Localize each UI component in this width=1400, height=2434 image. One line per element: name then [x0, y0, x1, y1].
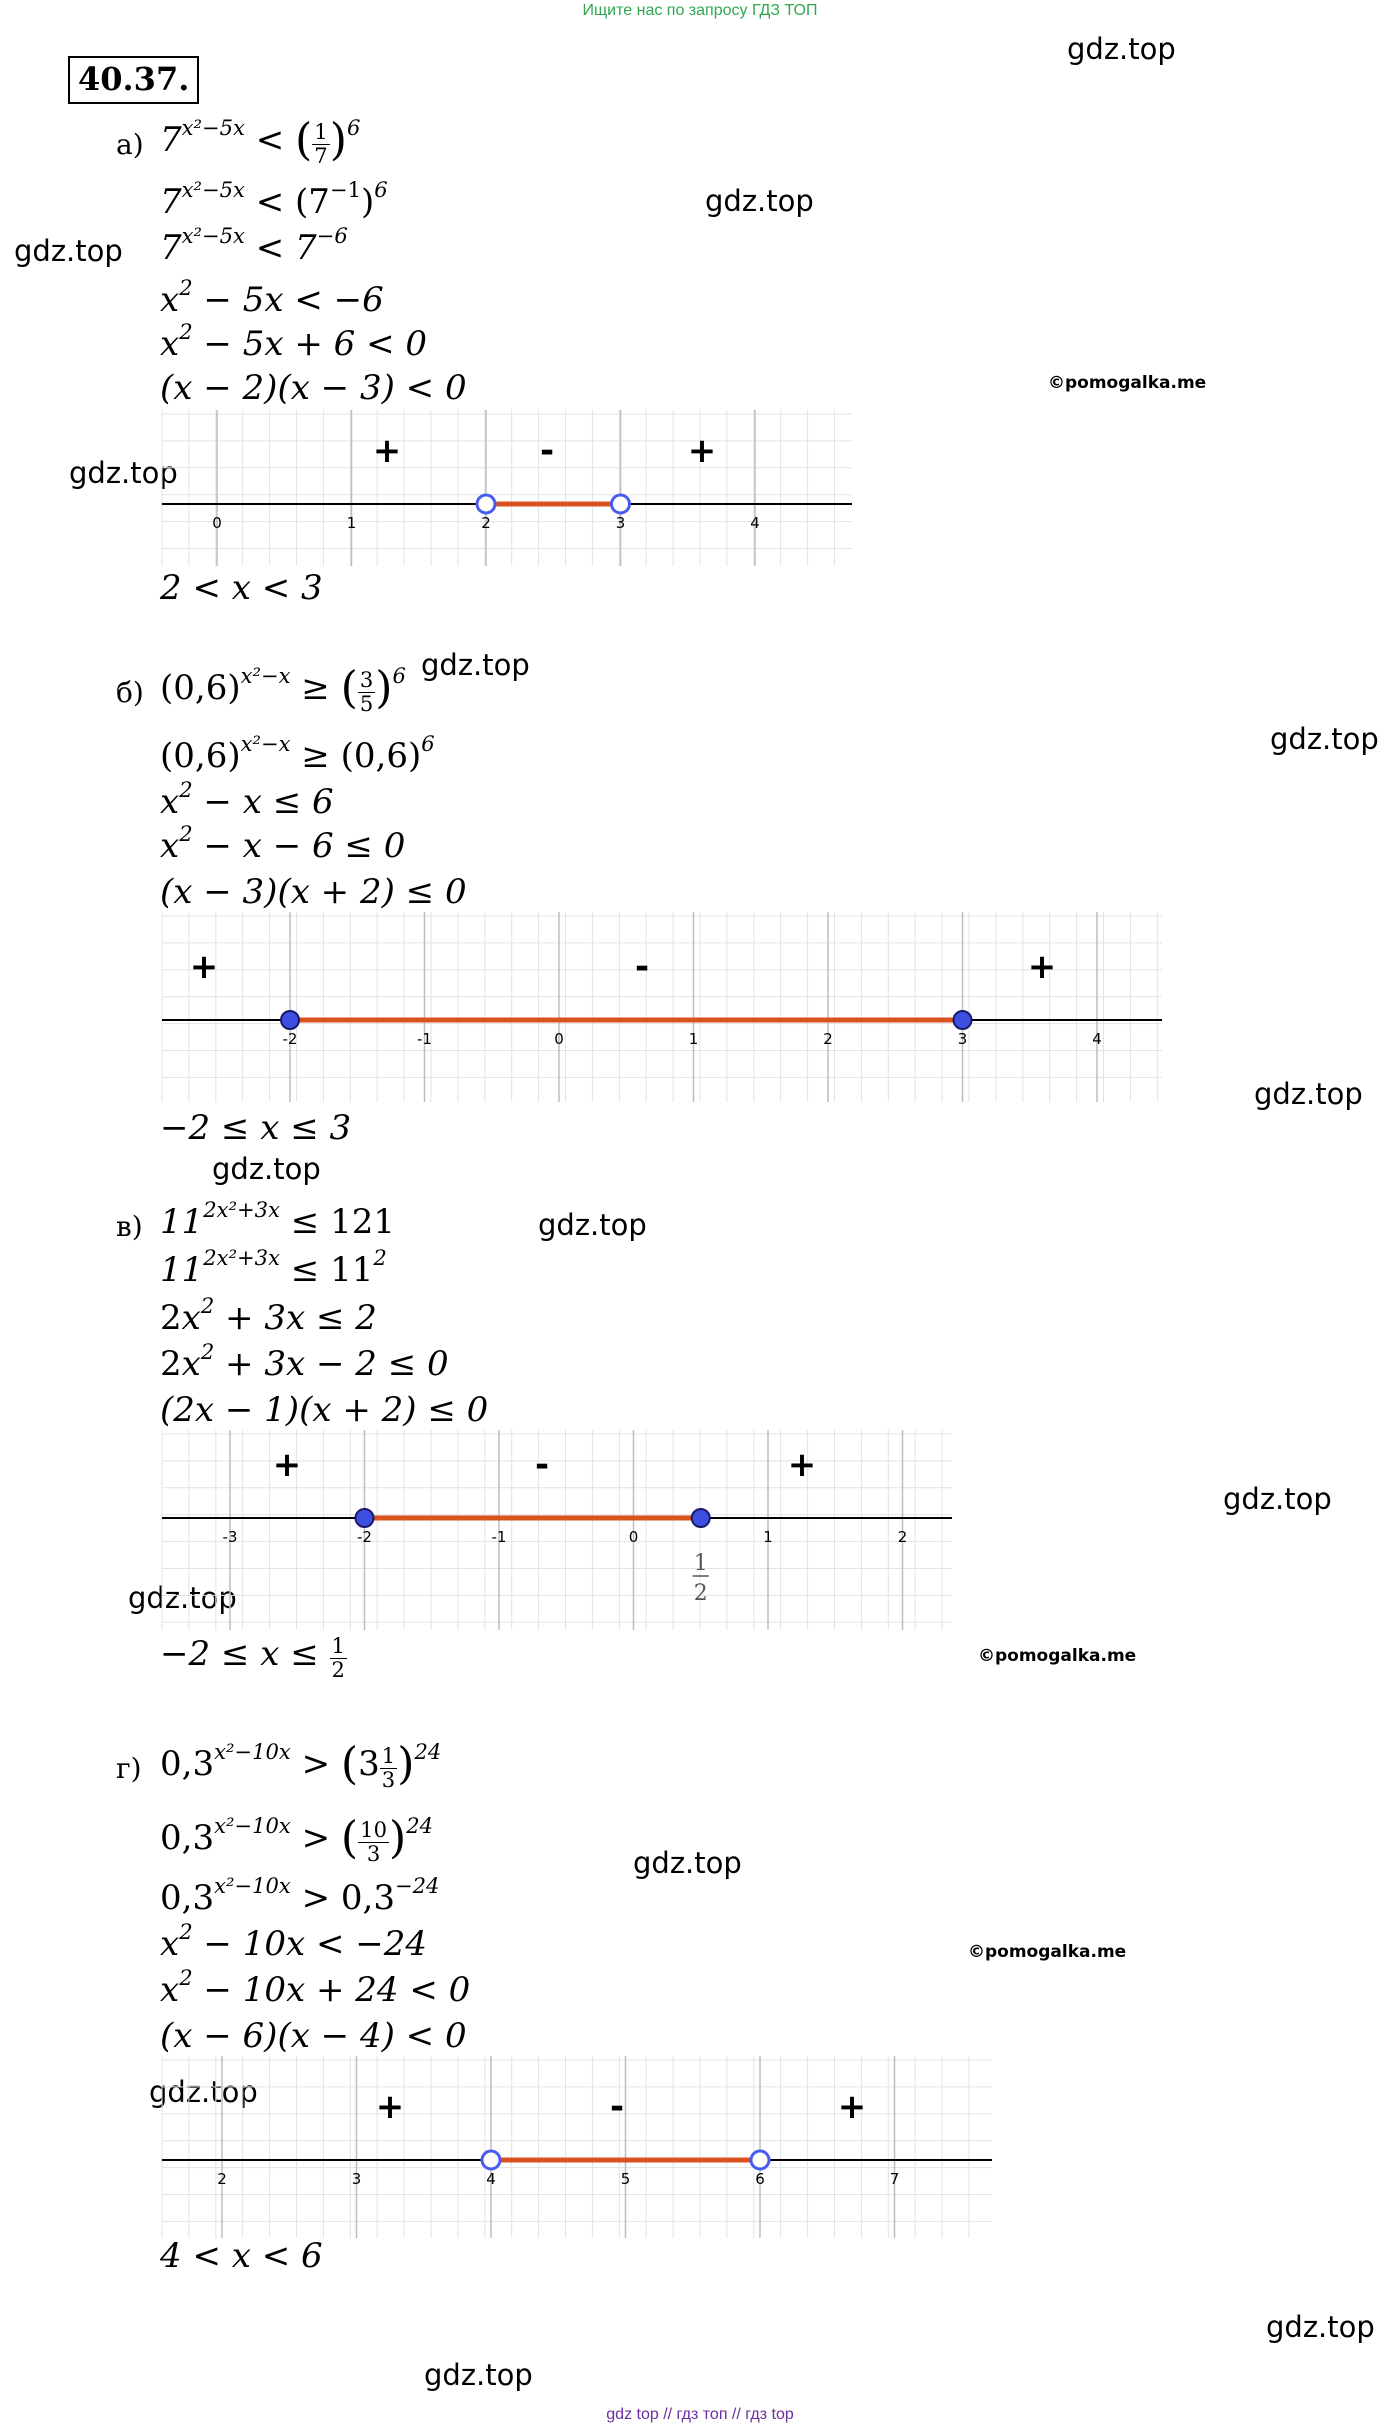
tick-label: 6: [755, 2170, 765, 2188]
part-label: а): [116, 128, 144, 161]
solution-step: $2x^2 + 3x \le 2$: [160, 1293, 377, 1338]
interval-sign: +: [1027, 947, 1057, 987]
solution-step: (x − 3)(x + 2) ≤ 0: [160, 872, 467, 912]
grid: [162, 410, 852, 566]
interval-endpoint: [751, 2151, 769, 2169]
watermark: gdz.top: [149, 2075, 258, 2109]
solution-step: (x − 6)(x − 4) < 0: [160, 2016, 467, 2056]
interval-sign: +: [375, 2087, 405, 2127]
watermark: gdz.top: [212, 1152, 321, 1186]
solution-step: (2x − 1)(x + 2) ≤ 0: [160, 1390, 489, 1430]
answer: −2 ≤ x ≤ $\frac{1}{2}$: [160, 1633, 345, 1682]
tick-label: 0: [554, 1030, 564, 1048]
part-label: г): [116, 1752, 142, 1785]
tick-label: 0: [628, 1528, 639, 1546]
number-line: [162, 912, 1162, 1102]
interval-endpoint: [477, 495, 495, 513]
number-line: [162, 2056, 992, 2238]
copyright-watermark: ©pomogalka.me: [978, 1646, 1137, 1666]
interval-sign: -: [609, 2087, 625, 2127]
problem-number: 40.37.: [68, 56, 199, 104]
watermark: gdz.top: [705, 184, 814, 218]
tick-label: -2: [282, 1030, 298, 1048]
interval-sign: +: [837, 2087, 867, 2127]
solution-step: (x − 2)(x − 3) < 0: [160, 368, 467, 408]
part-label: в): [116, 1210, 143, 1243]
tick-label: 7: [889, 2170, 900, 2188]
interval-sign: -: [539, 431, 555, 471]
interval-sign: -: [534, 1445, 550, 1485]
interval-endpoint: [482, 2151, 500, 2169]
watermark: gdz.top: [538, 1208, 647, 1242]
answer: 2 < x < 3: [160, 568, 323, 608]
tick-label: -2: [357, 1528, 372, 1546]
copyright-watermark: ©pomogalka.me: [968, 1942, 1127, 1962]
solution-step: $2x^2 + 3x - 2 \le 0$: [160, 1339, 449, 1384]
part-label: б): [116, 676, 144, 709]
solution-step: $(0,6)^{x^2-x} \ge (0,6)^6$: [160, 731, 435, 776]
solution-step: $0,3^{x^2-10x} > 0,3^{-24}$: [160, 1873, 440, 1918]
watermark: gdz.top: [69, 456, 178, 490]
tick-label: -3: [222, 1528, 238, 1546]
watermark: gdz.top: [1223, 1482, 1332, 1516]
interval-sign: +: [787, 1445, 817, 1485]
interval-endpoint: [954, 1011, 972, 1029]
solution-step: $0,3^{x^2-10x} > (3$ $\frac{1}{3}$ )$^{24}$: [160, 1738, 442, 1792]
answer: 4 < x < 6: [160, 2236, 323, 2276]
interval-endpoint: [281, 1011, 299, 1029]
grid: [162, 2056, 992, 2238]
interval-endpoint: [356, 1509, 374, 1527]
number-line: [162, 410, 852, 566]
solution-step: $11^{2x^2+3x} \le 121$: [160, 1197, 395, 1242]
watermark: gdz.top: [633, 1846, 742, 1880]
number-line: [162, 1430, 952, 1630]
tick-label: 2: [217, 2170, 227, 2188]
interval-sign: +: [189, 947, 219, 987]
tick-label: 3: [351, 2170, 362, 2188]
solution-step: $x^2 - x \le 6$: [160, 777, 334, 822]
answer: −2 ≤ x ≤ 3: [160, 1108, 352, 1148]
fraction-label-numerator: 1: [693, 1551, 708, 1576]
tick-label: 4: [1092, 1030, 1102, 1048]
watermark: gdz.top: [424, 2358, 533, 2392]
tick-label: 4: [750, 514, 760, 532]
solution-step: $x^2 - 10x + 24 < 0$: [160, 1965, 471, 2010]
tick-label: 2: [897, 1528, 908, 1546]
watermark: gdz.top: [14, 234, 123, 268]
interval-endpoint: [612, 495, 630, 513]
tick-label: 3: [615, 514, 626, 532]
watermark: gdz.top: [421, 648, 530, 682]
tick-label: 1: [346, 514, 357, 532]
solution-step: $(0,6)^{x^2-x}$ ≥ ( $\frac{3}{5}$ )$^6$: [160, 662, 406, 716]
solution-step: $x^2 - 5x < -6$: [160, 275, 384, 320]
watermark: gdz.top: [128, 1581, 237, 1615]
solution-step: $x^2 - x - 6 \le 0$: [160, 821, 406, 866]
tick-label: 2: [481, 514, 491, 532]
tick-label: 4: [486, 2170, 496, 2188]
copyright-watermark: ©pomogalka.me: [1048, 373, 1207, 393]
tick-label: -1: [417, 1030, 432, 1048]
interval-sign: +: [372, 431, 402, 471]
watermark: gdz.top: [1270, 722, 1379, 756]
tick-label: 0: [212, 514, 222, 532]
footer-links[interactable]: gdz top // гдз топ // гдз top: [606, 2406, 794, 2423]
interval-sign: +: [687, 431, 717, 471]
solution-step: $x^2 - 10x < -24$: [160, 1919, 428, 1964]
solution-step: $7^{x^2-5x} < 7^{-6}$: [160, 223, 348, 268]
tick-label: 2: [823, 1030, 833, 1048]
interval-sign: -: [634, 947, 650, 987]
interval-endpoint: [692, 1509, 710, 1527]
watermark: gdz.top: [1254, 1077, 1363, 1111]
solution-step: $x^2 - 5x + 6 < 0$: [160, 319, 427, 364]
grid: [162, 912, 1162, 1102]
solution-step: $11^{2x^2+3x} \le 11^2$: [160, 1245, 387, 1290]
solution-step: $7^{x^2-5x}$ < ( $\frac{1}{7}$ )$^6$: [160, 114, 361, 168]
tick-label: -1: [491, 1528, 507, 1546]
tick-label: 1: [763, 1528, 773, 1546]
watermark: gdz.top: [1067, 32, 1176, 66]
tick-label: 5: [620, 2170, 631, 2188]
solution-step: $0,3^{x^2-10x}$ > ( $\frac{10}{3}$ )$^{24}$: [160, 1812, 434, 1866]
tick-label: 1: [688, 1030, 699, 1048]
watermark: gdz.top: [1266, 2310, 1375, 2344]
search-hint-link[interactable]: Ищите нас по запросу ГДЗ ТОП: [582, 2, 818, 19]
fraction-label-denominator: 2: [693, 1581, 708, 1606]
solution-step: $7^{x^2-5x} < (7^{-1})^6$: [160, 177, 388, 222]
interval-sign: +: [272, 1445, 302, 1485]
tick-label: 3: [957, 1030, 968, 1048]
